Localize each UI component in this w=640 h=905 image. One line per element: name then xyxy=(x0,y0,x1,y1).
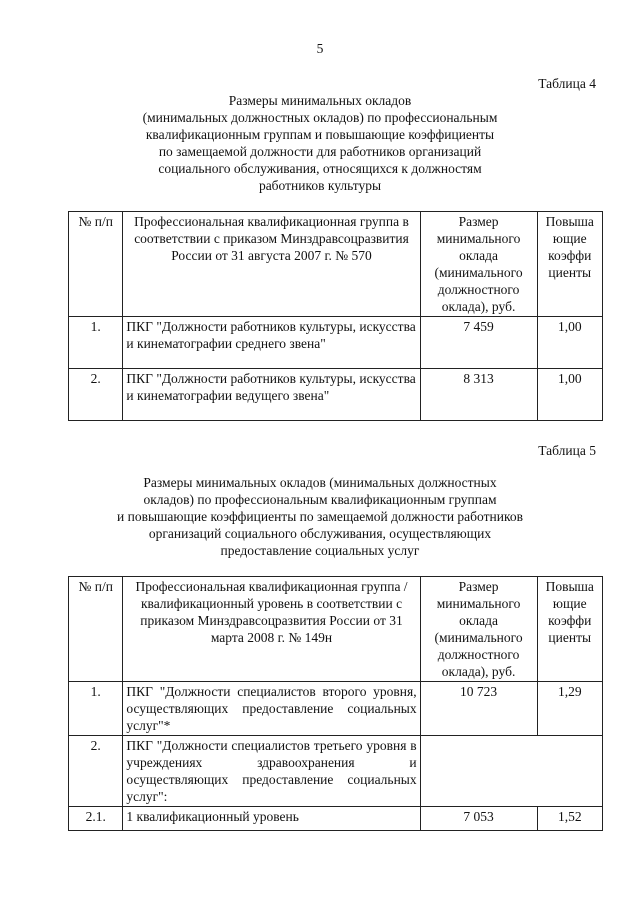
row-coef: 1,00 xyxy=(537,369,603,421)
table5-title-line: и повышающие коэффициенты по замещаемой должности работников xyxy=(117,509,523,524)
row-salary: 7 053 xyxy=(420,807,537,831)
table4-title-line: работников культуры xyxy=(258,178,382,193)
row-num: 2.1. xyxy=(69,807,123,831)
row-num: 1. xyxy=(69,682,123,736)
header-salary: Размер минимального оклада (минимального должностного оклада), руб. xyxy=(420,577,537,682)
table-row xyxy=(69,807,603,831)
row-coef: 1,29 xyxy=(537,682,603,736)
table5-title xyxy=(70,474,570,559)
page-number: 5 xyxy=(316,41,324,56)
table4-title-line: социального обслуживания, относящихся к должностям xyxy=(158,161,482,176)
row-salary: 10 723 xyxy=(420,682,537,736)
row-salary: 7 459 xyxy=(420,317,537,369)
table4-title xyxy=(70,92,570,194)
row-num: 1. xyxy=(69,317,123,369)
header-coef: Повыша ющие коэффи циенты xyxy=(537,212,603,317)
table4-title-line: (минимальных должностных окладов) по профессиональным xyxy=(142,110,498,125)
row-group: ПКГ "Должности работников культуры, искусства и кинематографии среднего звена" xyxy=(123,317,420,369)
table4-label: Таблица 4 xyxy=(538,76,596,91)
row-salary: 8 313 xyxy=(420,369,537,421)
header-coef: Повыша ющие коэффи циенты xyxy=(537,577,603,682)
table-header-row xyxy=(69,212,603,317)
table4-title-line: по замещаемой должности для работников организаций xyxy=(158,144,482,159)
table5-title-line: Размеры минимальных окладов (минимальных должностных xyxy=(143,475,497,490)
header-num: № п/п xyxy=(69,212,123,317)
table4 xyxy=(68,211,603,421)
row-coef: 1,00 xyxy=(537,317,603,369)
header-group: Профессиональная квалификационная группа / квалификационный уровень в соответствии с приказом Минздравсоцразвития России от 31 марта 2008 г. № 149н xyxy=(123,577,420,682)
table5 xyxy=(68,576,603,831)
row-coef: 1,52 xyxy=(537,807,603,831)
table-row xyxy=(69,317,603,369)
row-group: ПКГ "Должности работников культуры, искусства и кинематографии ведущего звена" xyxy=(123,369,420,421)
table-row xyxy=(69,682,603,736)
table4-title-line: квалификационным группам и повышающие коэффициенты xyxy=(145,127,495,142)
table5-title-line: организаций социального обслуживания, осуществляющих xyxy=(148,526,492,541)
header-salary: Размер минимального оклада (минимального должностного оклада), руб. xyxy=(420,212,537,317)
table5-title-line: предоставление социальных услуг xyxy=(220,543,420,558)
row-num: 2. xyxy=(69,369,123,421)
table5-label: Таблица 5 xyxy=(538,443,596,458)
row-group: ПКГ "Должности специалистов третьего уровня в учреждениях здравоохранения и осуществляющих предоставление социальных услуг": xyxy=(123,736,420,807)
row-num: 2. xyxy=(69,736,123,807)
table-header-row xyxy=(69,577,603,682)
table4-title-line: Размеры минимальных окладов xyxy=(228,93,412,108)
row-group: ПКГ "Должности специалистов второго уровня, осуществляющих предоставление социальных услуг"* xyxy=(123,682,420,736)
header-num: № п/п xyxy=(69,577,123,682)
row-empty-cell xyxy=(420,736,602,807)
row-group: 1 квалификационный уровень xyxy=(123,807,420,831)
header-group: Профессиональная квалификационная группа в соответствии с приказом Минздравсоцразвития России от 31 августа 2007 г. № 570 xyxy=(123,212,420,317)
table-row xyxy=(69,369,603,421)
table-row xyxy=(69,736,603,807)
table5-title-line: окладов) по профессиональным квалификационным группам xyxy=(143,492,497,507)
